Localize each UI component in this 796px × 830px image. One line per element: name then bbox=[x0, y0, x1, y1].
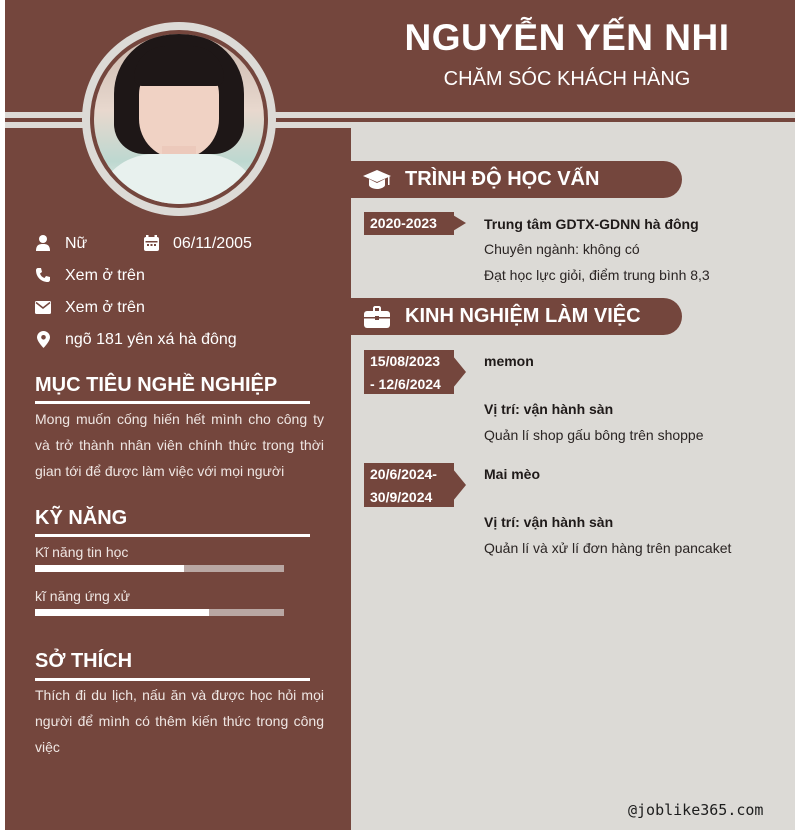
envelope-icon bbox=[35, 299, 51, 315]
experience-company: memon bbox=[484, 353, 534, 369]
watermark-text: @joblike365.com bbox=[628, 801, 764, 819]
experience-heading: KINH NGHIỆM LÀM VIỆC bbox=[405, 305, 641, 327]
briefcase-icon bbox=[363, 303, 391, 331]
hobbies-text: Thích đi du lịch, nấu ăn và được học hỏi mọi người để mình có thêm kiến thức trong công việc bbox=[35, 687, 324, 755]
education-period: 2020-2023 bbox=[364, 212, 454, 235]
experience-period-start: 20/6/2024- bbox=[370, 466, 437, 482]
education-major: Chuyên ngành: không có bbox=[484, 241, 640, 257]
experience-period-start: 15/08/2023 bbox=[370, 353, 441, 369]
skills-heading: KỸ NĂNG bbox=[35, 507, 128, 529]
skill-label: Kĩ năng tin học bbox=[35, 544, 129, 560]
experience-company: Mai mèo bbox=[484, 466, 541, 482]
experience-description: Quản lí shop gấu bông trên shoppe bbox=[484, 427, 704, 443]
address-value: ngõ 181 yên xá hà đông bbox=[65, 331, 237, 348]
user-icon bbox=[35, 235, 51, 251]
calendar-icon bbox=[143, 235, 159, 251]
skill-bar bbox=[35, 565, 284, 572]
experience-position: Vị trí: vận hành sàn bbox=[484, 514, 614, 530]
education-heading-ribbon bbox=[351, 161, 682, 198]
map-pin-icon bbox=[35, 331, 51, 347]
experience-period-end: 30/9/2024 bbox=[370, 489, 433, 505]
experience-period bbox=[364, 463, 454, 507]
experience-description: Quản lí và xử lí đơn hàng trên pancaket bbox=[484, 540, 732, 556]
phone-icon bbox=[35, 267, 51, 283]
experience-period-arrow bbox=[448, 463, 466, 507]
gender-value: Nữ bbox=[65, 235, 88, 252]
graduation-cap-icon bbox=[363, 166, 391, 194]
skill-bar-fill bbox=[35, 609, 209, 616]
phone-value: Xem ở trên bbox=[65, 267, 145, 284]
objective-text: Mong muốn cống hiến hết mình cho công ty và trở thành nhân viên chính thức trong thời gian tới để được làm việc với mọi người bbox=[35, 411, 324, 479]
email-value: Xem ở trên bbox=[65, 299, 145, 316]
hobbies-heading: SỞ THÍCH bbox=[35, 650, 133, 672]
avatar bbox=[94, 34, 264, 204]
education-heading: TRÌNH ĐỘ HỌC VẤN bbox=[405, 168, 600, 190]
objective-heading: MỤC TIÊU NGHỀ NGHIỆP bbox=[35, 374, 278, 396]
job-title: CHĂM SÓC KHÁCH HÀNG bbox=[443, 68, 691, 90]
skill-bar bbox=[35, 609, 284, 616]
experience-heading-ribbon bbox=[351, 298, 682, 335]
candidate-name: NGUYỄN YẾN NHI bbox=[404, 17, 730, 58]
experience-period bbox=[364, 350, 454, 394]
hobbies-divider bbox=[35, 678, 310, 681]
education-result: Đạt học lực giỏi, điểm trung bình 8,3 bbox=[484, 267, 710, 283]
objective-divider bbox=[35, 401, 310, 404]
birthdate-value: 06/11/2005 bbox=[173, 235, 252, 252]
education-period-arrow bbox=[448, 212, 466, 234]
experience-period-arrow bbox=[448, 350, 466, 394]
experience-period-end: - 12/6/2024 bbox=[370, 376, 441, 392]
education-school: Trung tâm GDTX-GDNN hà đông bbox=[484, 216, 699, 232]
experience-position: Vị trí: vận hành sàn bbox=[484, 401, 614, 417]
skills-divider bbox=[35, 534, 310, 537]
skill-label: kĩ năng ứng xử bbox=[35, 588, 131, 604]
skill-bar-fill bbox=[35, 565, 184, 572]
